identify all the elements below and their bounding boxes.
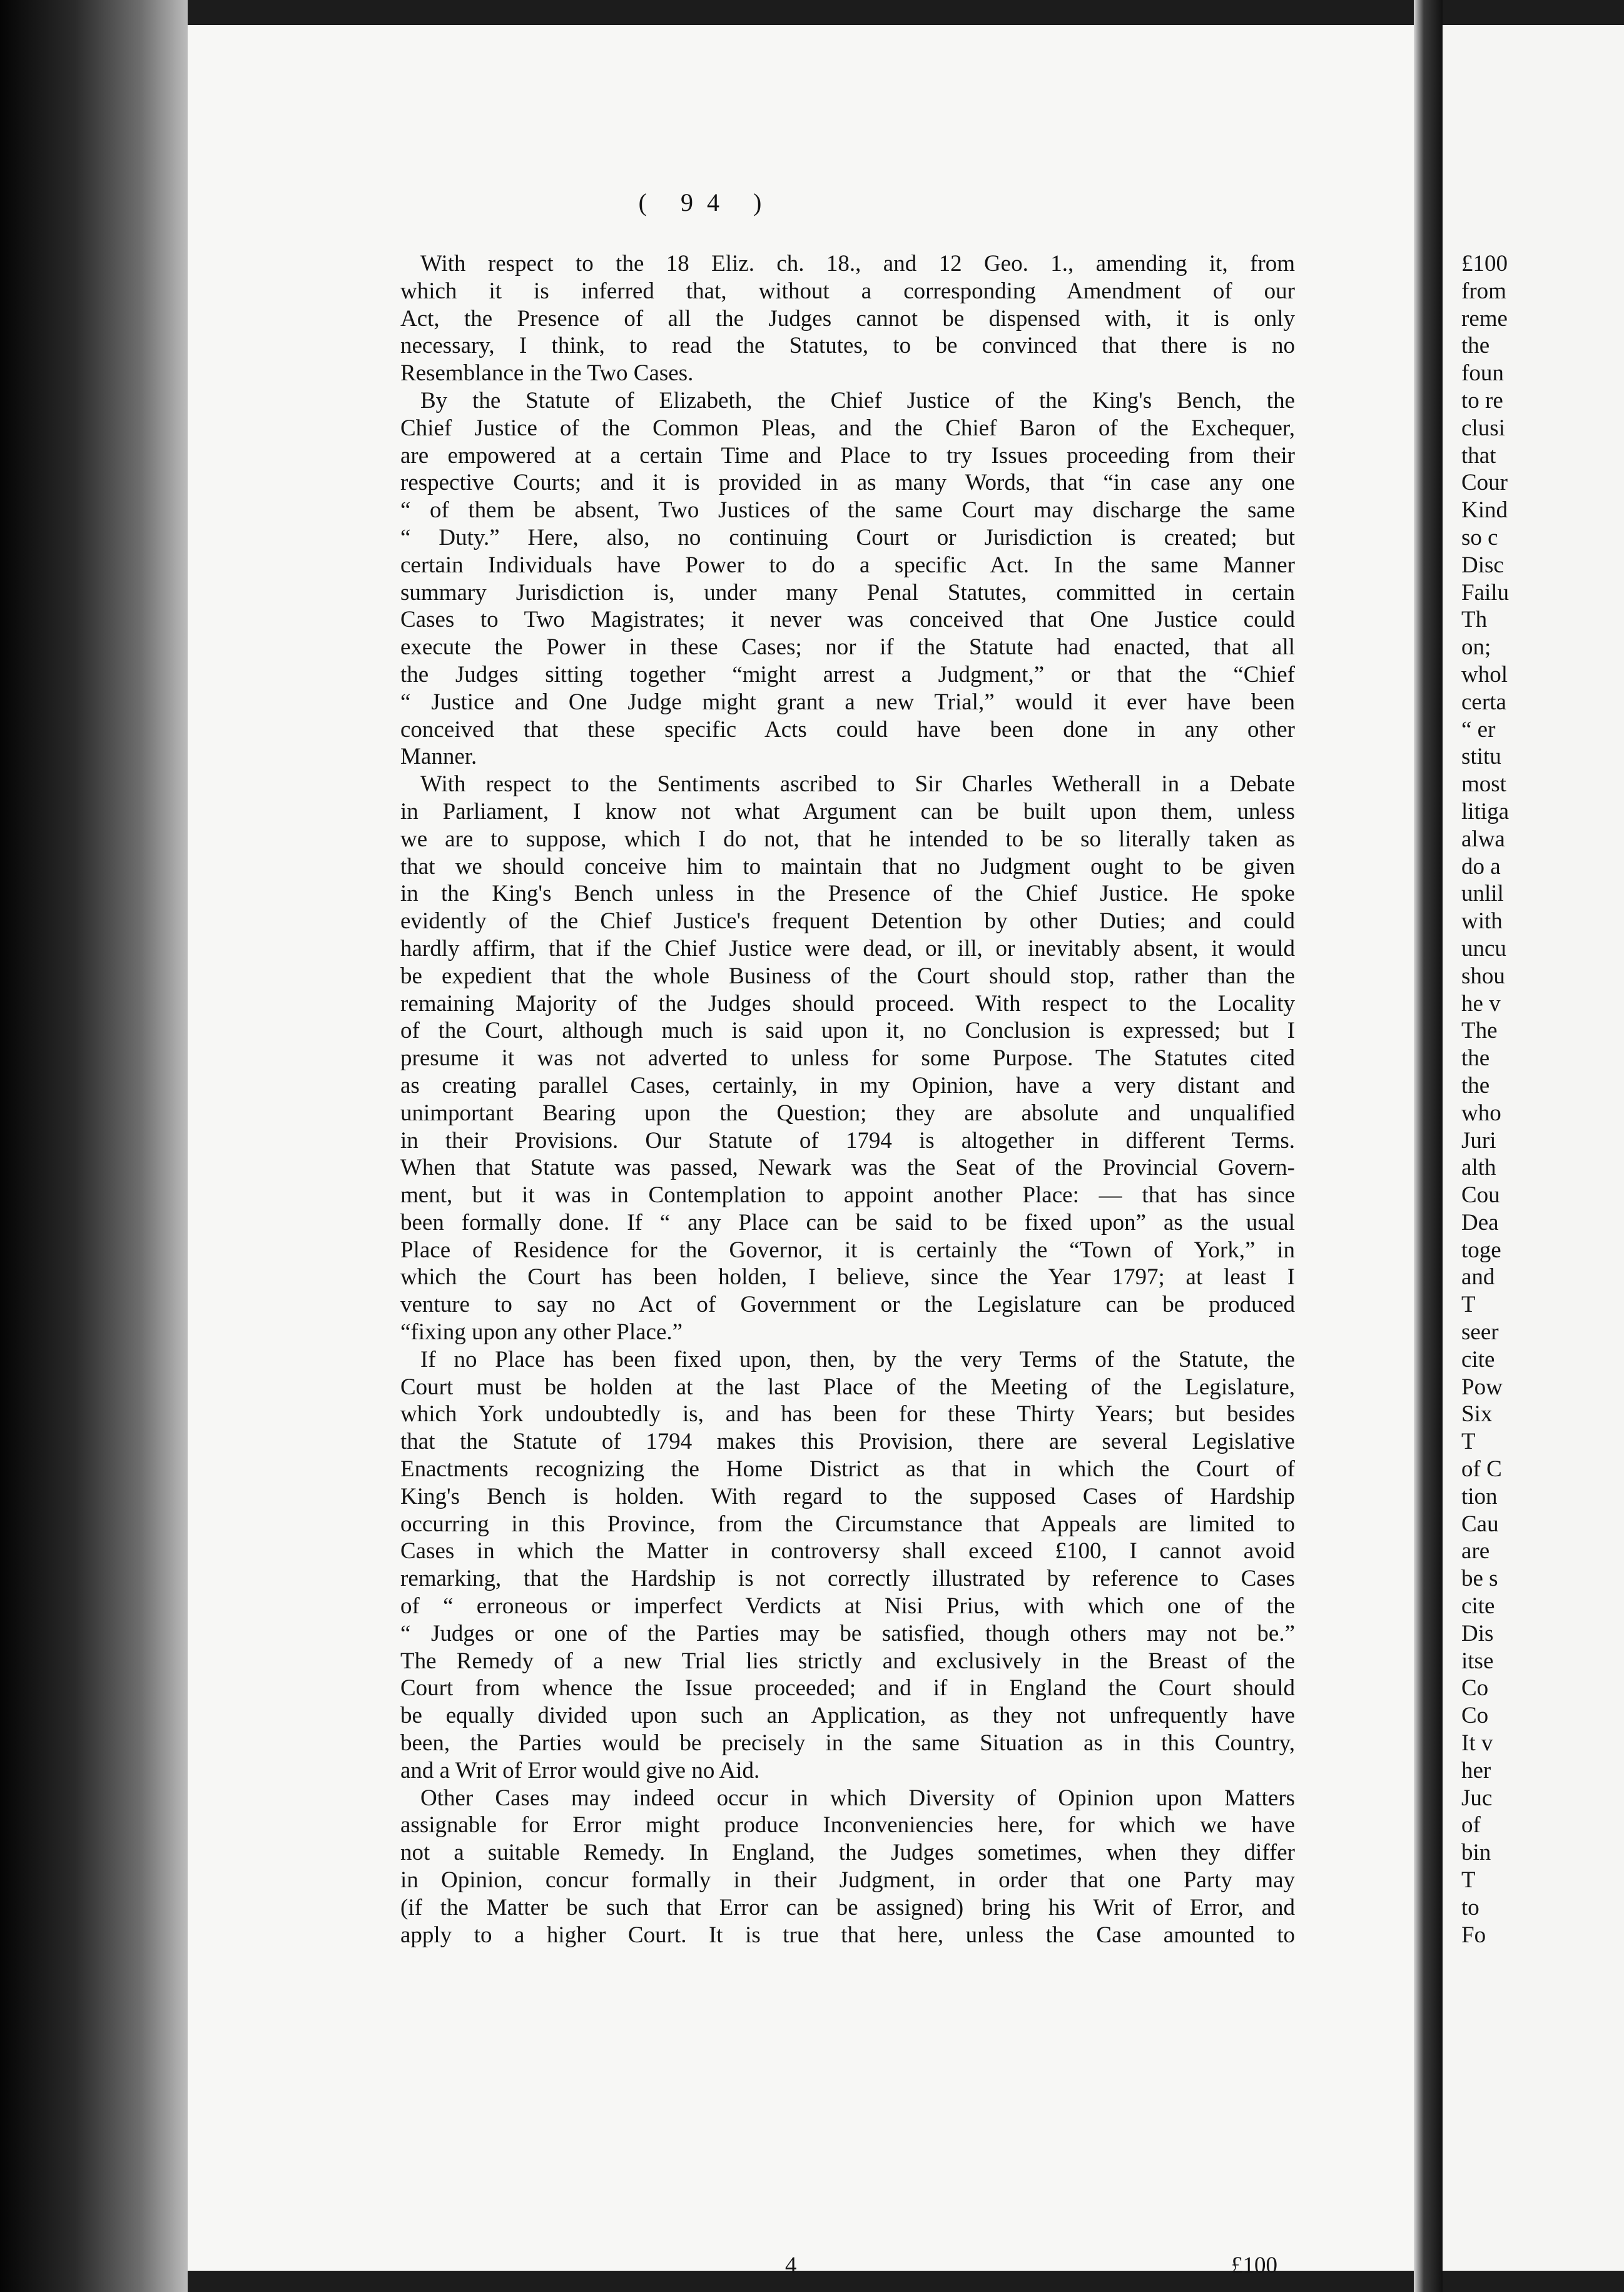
text-line: hardly affirm, that if the Chief Justice were dead, or ill, or inevitably absent, it would: [400, 935, 1295, 961]
facing-page-fragment: be s: [1461, 1566, 1498, 1592]
text-line: evidently of the Chief Justice's frequent Detention by other Duties; and could: [400, 908, 1295, 935]
facing-page-fragment: clusi: [1461, 415, 1505, 441]
text-line: which York undoubtedly is, and has been for these Thirty Years; but besides: [400, 1401, 1295, 1427]
facing-page-fragment: Failu: [1461, 579, 1510, 606]
body-text: [400, 250, 1295, 1949]
text-line: in Opinion, concur formally in their Judgment, in order that one Party may: [400, 1867, 1295, 1894]
text-line: in their Provisions. Our Statute of 1794 is altogether in different Terms.: [400, 1127, 1295, 1154]
facing-page-text: [1461, 250, 1624, 1949]
facing-page-fragment: do a: [1461, 853, 1501, 880]
facing-page-fragment: T: [1461, 1292, 1476, 1318]
text-line: remaining Majority of the Judges should proceed. With respect to the Locality: [400, 990, 1295, 1017]
facing-page-fragment: Cour: [1461, 470, 1508, 496]
text-line: that the Statute of 1794 makes this Provision, there are several Legislative: [400, 1429, 1295, 1455]
facing-page-fragment: cite: [1461, 1346, 1495, 1372]
facing-page-fragment: The: [1461, 1018, 1498, 1044]
text-line: the Judges sitting together “might arrest a Judgment,” or that the “Chief: [400, 661, 1295, 687]
facing-page-fragment: Six: [1461, 1401, 1493, 1427]
text-line: “ Judges or one of the Parties may be satisfied, though others may not be.”: [400, 1620, 1295, 1646]
text-line: Chief Justice of the Common Pleas, and the Chief Baron of the Exchequer,: [400, 415, 1295, 441]
facing-page-fragment: alwa: [1461, 826, 1505, 852]
facing-page-fragment: tion: [1461, 1483, 1498, 1509]
page-number-header: ( 94 ): [638, 188, 776, 216]
text-line: not a suitable Remedy. In England, the Judges sometimes, when they differ: [400, 1840, 1295, 1866]
text-line: be expedient that the whole Business of the Court should stop, rather than the: [400, 963, 1295, 989]
facing-page-fragment: to: [1461, 1894, 1479, 1920]
text-line: be equally divided upon such an Application, as they not unfrequently have: [400, 1703, 1295, 1729]
text-line: in the King's Bench unless in the Presence of the Chief Justice. He spoke: [400, 881, 1295, 907]
book-edge-shadow: [0, 0, 188, 2292]
text-line: Act, the Presence of all the Judges cannot be dispensed with, it is only: [400, 305, 1295, 332]
text-line: we are to suppose, which I do not, that he intended to be so literally taken as: [400, 826, 1295, 852]
text-line: been, the Parties would be precisely in the same Situation as in this Country,: [400, 1730, 1295, 1757]
facing-page-fragment: uncu: [1461, 935, 1506, 961]
text-line: If no Place has been fixed upon, then, by the very Terms of the Statute, the: [420, 1346, 1295, 1372]
facing-page-fragment: alth: [1461, 1155, 1496, 1181]
facing-page-fragment: of C: [1461, 1456, 1502, 1483]
text-line: necessary, I think, to read the Statutes, to be convinced that there is no: [400, 333, 1295, 359]
text-line: conceived that these specific Acts could have been done in any other: [400, 716, 1295, 743]
text-line: venture to say no Act of Government or the Legislature can be produced: [400, 1292, 1295, 1318]
facing-page-fragment: Co: [1461, 1703, 1489, 1729]
facing-page-fragment: cite: [1461, 1593, 1495, 1620]
catchword: £100: [1231, 2253, 1277, 2278]
facing-page-fragment: that: [1461, 442, 1496, 469]
text-line: When that Statute was passed, Newark was the Seat of the Provincial Govern-: [400, 1155, 1295, 1181]
text-line: Manner.: [400, 744, 477, 770]
text-line: ment, but it was in Contemplation to appoint another Place: — that has since: [400, 1182, 1295, 1209]
facing-page-fragment: seer: [1461, 1319, 1499, 1346]
facing-page-fragment: Dea: [1461, 1209, 1499, 1235]
facing-page-fragment: her: [1461, 1757, 1491, 1783]
facing-page-fragment: Cau: [1461, 1511, 1499, 1537]
facing-page-fragment: to re: [1461, 387, 1503, 413]
facing-page-fragment: It v: [1461, 1730, 1493, 1757]
facing-page-fragment: Cou: [1461, 1182, 1500, 1209]
text-line: assignable for Error might produce Inconveniencies here, for which we have: [400, 1812, 1295, 1838]
facing-page-fragment: he v: [1461, 990, 1501, 1017]
text-line: are empowered at a certain Time and Place to try Issues proceeding from their: [400, 442, 1295, 469]
facing-page-fragment: Fo: [1461, 1922, 1486, 1948]
text-line: apply to a higher Court. It is true that here, unless the Case amounted to: [400, 1922, 1295, 1948]
facing-page-fragment: Co: [1461, 1675, 1489, 1701]
text-line: as creating parallel Cases, certainly, in my Opinion, have a very distant and: [400, 1072, 1295, 1098]
facing-page-fragment: and: [1461, 1264, 1495, 1291]
text-line: Resemblance in the Two Cases.: [400, 360, 694, 387]
facing-page-fragment: from: [1461, 278, 1506, 304]
facing-page-fragment: are: [1461, 1538, 1490, 1564]
text-line: With respect to the 18 Eliz. ch. 18., and 12 Geo. 1., amending it, from: [420, 251, 1295, 276]
text-line: occurring in this Province, from the Circumstance that Appeals are limited to: [400, 1511, 1295, 1537]
facing-page-fragment: of: [1461, 1812, 1481, 1838]
text-line: Court must be holden at the last Place of the Meeting of the Legislature,: [400, 1374, 1295, 1400]
facing-page-fragment: £100: [1461, 251, 1508, 276]
facing-page-fragment: reme: [1461, 305, 1508, 332]
text-line: “ Justice and One Judge might grant a new Trial,” would it ever have been: [400, 689, 1295, 715]
facing-page-fragment: Th: [1461, 607, 1488, 633]
book-gutter: [1414, 0, 1443, 2292]
text-line: presume it was not adverted to unless for some Purpose. The Statutes cited: [400, 1045, 1295, 1072]
facing-page-fragment: with: [1461, 908, 1503, 935]
facing-page-fragment: toge: [1461, 1237, 1501, 1263]
text-line: (if the Matter be such that Error can be assigned) bring his Writ of Error, and: [400, 1894, 1295, 1920]
facing-page-fragment: certa: [1461, 689, 1506, 715]
facing-page-fragment: so c: [1461, 524, 1498, 550]
text-line: With respect to the Sentiments ascribed to Sir Charles Wetherall in a Debate: [420, 771, 1295, 798]
facing-page-fragment: T: [1461, 1867, 1476, 1894]
text-line: of the Court, although much is said upon it, no Conclusion is expressed; but I: [400, 1018, 1295, 1044]
text-line: Cases to Two Magistrates; it never was conceived that One Justice could: [400, 607, 1295, 633]
facing-page-fragment: the: [1461, 1045, 1490, 1072]
text-line: unimportant Bearing upon the Question; they are absolute and unqualified: [400, 1100, 1295, 1126]
text-line: By the Statute of Elizabeth, the Chief Justice of the King's Bench, the: [420, 387, 1295, 413]
facing-page-fragment: shou: [1461, 963, 1505, 989]
text-line: of “ erroneous or imperfect Verdicts at Nisi Prius, with which one of the: [400, 1593, 1295, 1620]
facing-page-fragment: Dis: [1461, 1620, 1494, 1646]
text-line: certain Individuals have Power to do a specific Act. In the same Manner: [400, 552, 1295, 578]
facing-page-fragment: unlil: [1461, 881, 1504, 907]
text-line: The Remedy of a new Trial lies strictly and exclusively in the Breast of the: [400, 1648, 1295, 1674]
text-line: which it is inferred that, without a corresponding Amendment of our: [400, 278, 1295, 304]
facing-page-fragment: Kind: [1461, 497, 1508, 524]
text-line: Place of Residence for the Governor, it is certainly the “Town of York,” in: [400, 1237, 1295, 1263]
facing-page-fragment: bin: [1461, 1840, 1491, 1866]
text-line: “ of them be absent, Two Justices of the same Court may discharge the same: [400, 497, 1295, 524]
facing-page-fragment: Juc: [1461, 1785, 1493, 1811]
facing-page-fragment: foun: [1461, 360, 1504, 387]
text-line: execute the Power in these Cases; nor if the Statute had enacted, that all: [400, 634, 1295, 661]
text-line: King's Bench is holden. With regard to the supposed Cases of Hardship: [400, 1483, 1295, 1509]
text-line: which the Court has been holden, I believe, since the Year 1797; at least I: [400, 1264, 1295, 1291]
text-line: that we should conceive him to maintain that no Judgment ought to be given: [400, 853, 1295, 880]
signature-mark: 4: [785, 2253, 797, 2278]
text-line: and a Writ of Error would give no Aid.: [400, 1757, 760, 1783]
facing-page-fragment: Disc: [1461, 552, 1504, 578]
facing-page-fragment: stitu: [1461, 744, 1501, 770]
text-line: Enactments recognizing the Home District as that in which the Court of: [400, 1456, 1295, 1483]
facing-page-fragment: litiga: [1461, 798, 1510, 824]
text-line: been formally done. If “ any Place can be said to be fixed upon” as the usual: [400, 1209, 1295, 1235]
facing-page-fragment: most: [1461, 771, 1506, 798]
facing-page-fragment: itse: [1461, 1648, 1494, 1674]
facing-page-fragment: “ er: [1461, 716, 1496, 743]
text-line: “ Duty.” Here, also, no continuing Court or Jurisdiction is created; but: [400, 524, 1295, 550]
text-line: Other Cases may indeed occur in which Diversity of Opinion upon Matters: [420, 1785, 1295, 1811]
facing-page-fragment: T: [1461, 1429, 1476, 1455]
facing-page-fragment: the: [1461, 1072, 1490, 1098]
text-line: respective Courts; and it is provided in as many Words, that “in case any one: [400, 470, 1295, 496]
facing-page-fragment: Pow: [1461, 1374, 1503, 1400]
text-line: Cases in which the Matter in controversy shall exceed £100, I cannot avoid: [400, 1538, 1295, 1564]
text-line: “fixing upon any other Place.”: [400, 1319, 683, 1346]
text-line: Court from whence the Issue proceeded; and if in England the Court should: [400, 1675, 1295, 1701]
facing-page-fragment: whol: [1461, 661, 1508, 687]
text-line: remarking, that the Hardship is not correctly illustrated by reference to Cases: [400, 1566, 1295, 1592]
facing-page-fragment: Juri: [1461, 1127, 1496, 1154]
facing-page-fragment: who: [1461, 1100, 1501, 1126]
text-line: in Parliament, I know not what Argument can be built upon them, unless: [400, 798, 1295, 824]
facing-page-fragment: the: [1461, 333, 1490, 359]
facing-page-fragment: on;: [1461, 634, 1491, 661]
text-line: summary Jurisdiction is, under many Penal Statutes, committed in certain: [400, 579, 1295, 606]
